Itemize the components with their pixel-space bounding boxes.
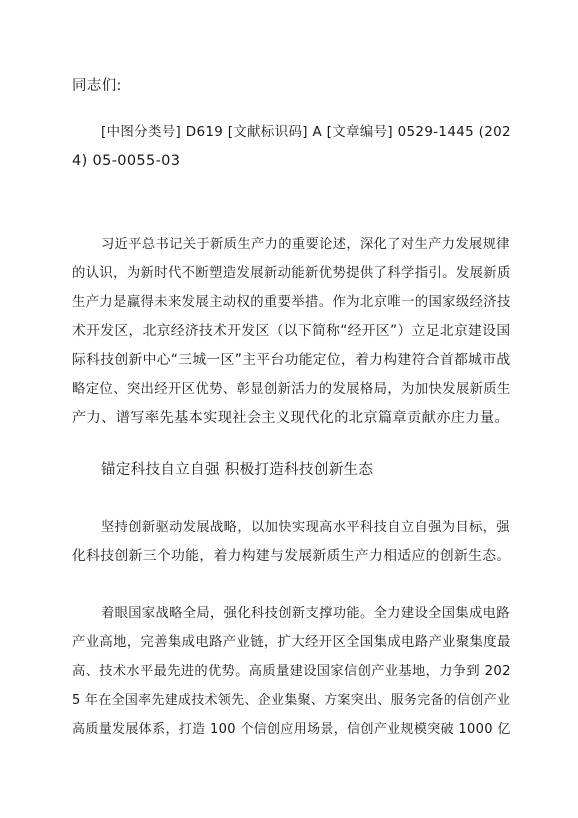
meta-line: 4) 05-0055-03 bbox=[72, 153, 181, 169]
intro-paragraph bbox=[72, 230, 512, 433]
paragraph-innovation-strategy bbox=[72, 513, 512, 571]
section-heading bbox=[72, 456, 512, 485]
classification-meta bbox=[72, 118, 512, 176]
paragraph-line: 际科技创新中心“三城一区”主平台功能定位，着力构建符合首都城市战 bbox=[72, 352, 511, 368]
paragraph-line: 产业高地，完善集成电路产业链，扩大经开区全国集成电路产业聚集度最 bbox=[72, 635, 511, 650]
paragraph-line: 着眼国家战略全局，强化科技创新支撑功能。全力建设全国集成电路 bbox=[101, 606, 510, 621]
paragraph-line: 5 年在全国率先建成技术领先、企业集聚、方案突出、服务完备的信创产业 bbox=[72, 693, 511, 708]
greeting bbox=[72, 72, 512, 101]
paragraph-line: 高质量发展体系，打造 100 个信创应用场景，信创产业规模突破 1000 亿 bbox=[72, 722, 511, 737]
paragraph-line: 生产力是赢得未来发展主动权的重要举措。作为北京唯一的国家级经济技 bbox=[72, 295, 511, 310]
paragraph-line: 的认识，为新时代不断塑造发展新动能新优势提供了科学指引。发展新质 bbox=[72, 266, 511, 281]
paragraph-line: 习近平总书记关于新质生产力的重要论述，深化了对生产力发展规律 bbox=[101, 237, 510, 252]
paragraph-line: 坚持创新驱动发展战略，以加快实现高水平科技自立自强为目标，强 bbox=[101, 520, 510, 535]
paragraph-line: 高、技术水平最先进的优势。高质量建设国家信创产业基地，力争到 202 bbox=[72, 664, 511, 679]
paragraph-line: 产力、谱写率先基本实现社会主义现代化的北京篇章贡献亦庄力量。 bbox=[72, 410, 510, 426]
meta-line: [中图分类号] D619 [文献标识码] A [文章编号] 0529-1445 (202 bbox=[101, 125, 511, 140]
greeting-text: 同志们: bbox=[72, 78, 122, 94]
section-heading-text: 锚定科技自立自强 积极打造科技创新生态 bbox=[101, 462, 374, 478]
paragraph-line: 化科技创新三个功能，着力构建与发展新质生产力相适应的创新生态。 bbox=[72, 548, 511, 564]
paragraph-line: 术开发区，北京经济技术开发区（以下简称“经开区”）立足北京建设国 bbox=[72, 323, 511, 339]
paragraph-national-strategy bbox=[72, 599, 512, 744]
paragraph-line: 略定位、突出经开区优势、彰显创新活力的发展格局，为加快发展新质生 bbox=[72, 382, 511, 397]
